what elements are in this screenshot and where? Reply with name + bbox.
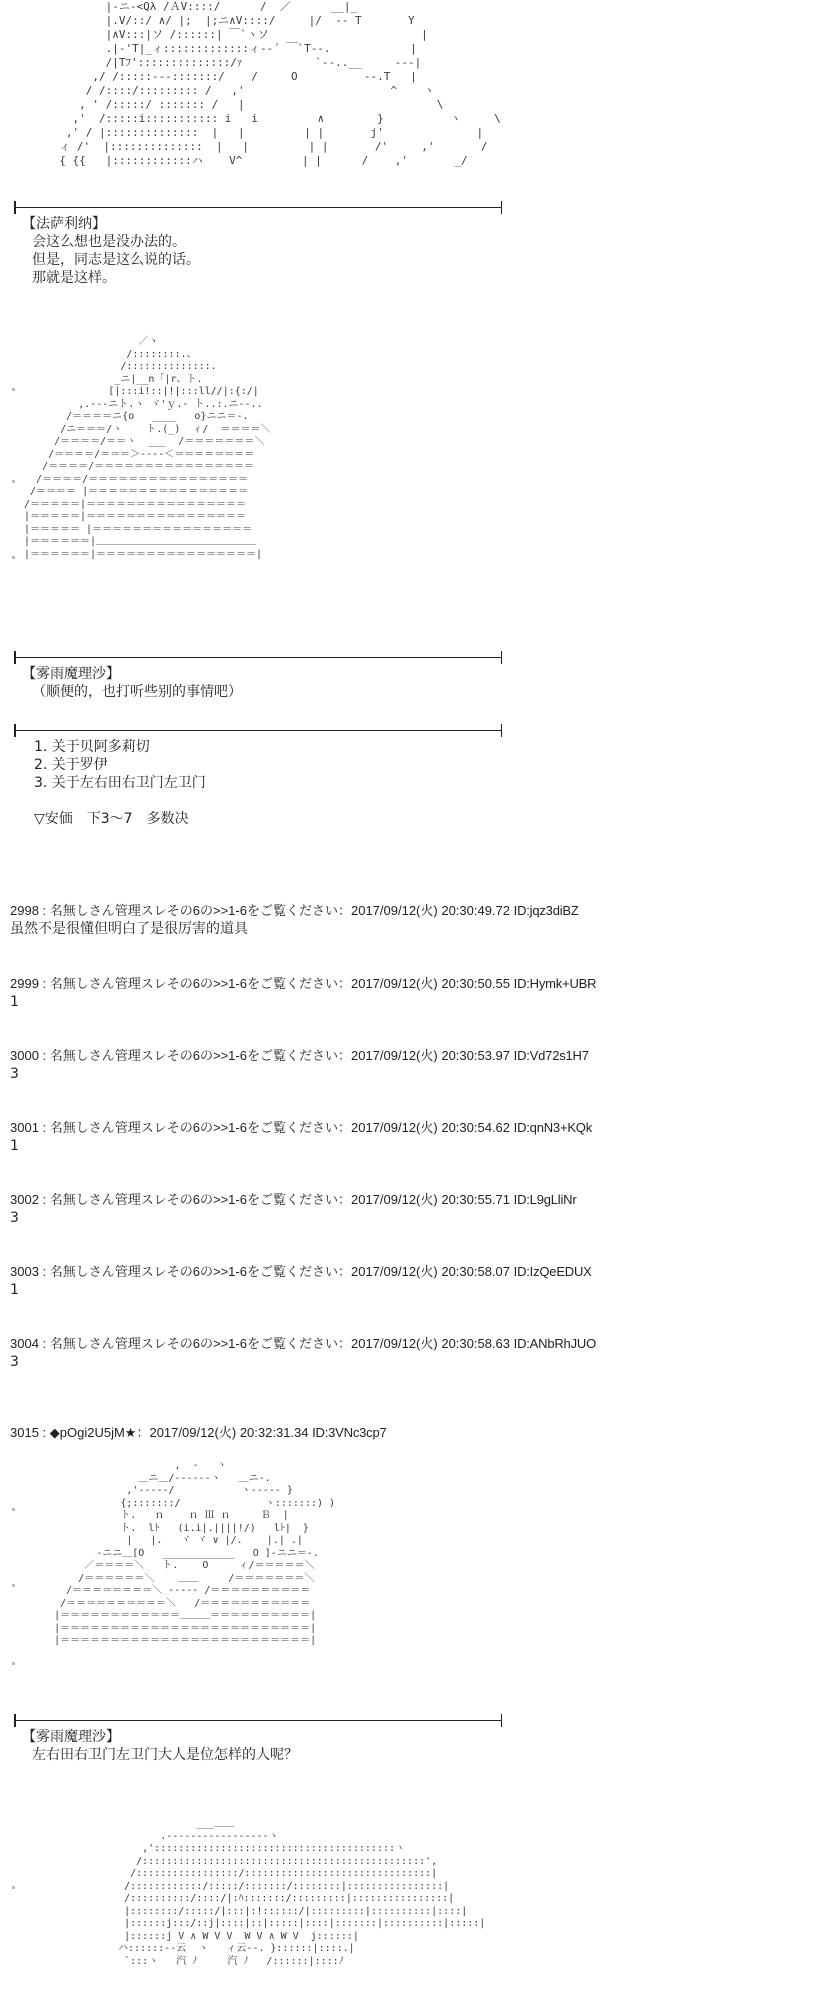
post-time: 20:30:53.97 xyxy=(441,1048,511,1063)
speaker-name: 【雾雨魔理沙】 xyxy=(22,1729,120,1745)
post-body: 1 xyxy=(10,1138,19,1154)
choice-item: 3. 关于左右田右卫门左卫门 xyxy=(34,775,206,791)
post-body: 1 xyxy=(10,994,19,1010)
divider xyxy=(14,1720,502,1721)
dialogue-line: 会这么想也是没办法的。 xyxy=(32,234,186,250)
dialogue-line: 那就是这样。 xyxy=(32,270,116,286)
poster-name: ◆pOgi2U5jM★ xyxy=(49,1425,137,1440)
margin-dot xyxy=(12,388,15,391)
post-time: 20:30:54.62 xyxy=(441,1120,511,1135)
poster-name: 名無しさん管理スレその6の>>1-6をご覧ください xyxy=(49,903,338,918)
post-number: 2998 xyxy=(10,903,39,918)
poster-id: ID:jqz3diBZ xyxy=(513,903,579,918)
vote-instruction: ▽安価 下3～7 多数决 xyxy=(34,811,189,827)
ascii-art-marisa-1: ／ヽ /::::::::.、 /::::::::::::::. _ニ|__n「|r、ト. [|:::i!::|!|:::ll//|:{:/| ,.‐‐‐ニト.ヽ ヾ'ｙ.‐ ト..:.ニ‐‐.. /＝＝＝＝ニ{o ____ o}ニニ＝‐. /ニ＝＝＝/ヽ ト.(_) ィ/ ＝＝＝＝＼ /＝＝＝＝/＝＝ヽ ___ /＝＝＝＝＝＝＝＼ /＝＝＝＝/＝＝＝＞‐‐‐‐＜＝＝＝＝＝＝＝＝ /＝＝＝＝/＝＝＝＝＝＝＝＝＝＝＝＝＝＝＝＝ /＝＝＝＝/＝＝＝＝＝＝＝＝＝＝＝＝＝＝＝＝ /＝＝＝＝ |＝＝＝＝＝＝＝＝＝＝＝＝＝＝＝＝ /＝＝＝＝＝|＝＝＝＝＝＝＝＝＝＝＝＝＝＝＝＝ |＝＝＝＝＝|＝＝＝＝＝＝＝＝＝＝＝＝＝＝＝＝ |＝＝＝＝＝ |＝＝＝＝＝＝＝＝＝＝＝＝＝＝＝＝ |＝＝＝＝＝＝|＿＿＿＿＿＿＿＿＿＿＿＿＿＿＿＿ |＝＝＝＝＝＝|＝＝＝＝＝＝＝＝＝＝＝＝＝＝＝＝| xyxy=(24,336,271,560)
post-header: 2999 : 名無しさん管理スレその6の>>1-6をご覧ください：2017/09/12(火) 20:30:50.55 ID:Hymk+UBR xyxy=(10,976,597,991)
poster-id: ID:L9gLliNr xyxy=(513,1192,577,1207)
post-number: 3000 xyxy=(10,1048,39,1063)
post-time: 20:30:58.07 xyxy=(441,1264,511,1279)
post-number: 3004 xyxy=(10,1336,39,1351)
post-header: 2998 : 名無しさん管理スレその6の>>1-6をご覧ください：2017/09/12(火) 20:30:49.72 ID:jqz3diBZ xyxy=(10,903,579,918)
post-date: 2017/09/12(火) xyxy=(350,1048,438,1063)
poster-id: ID:Vd72s1H7 xyxy=(513,1048,589,1063)
post-date: 2017/09/12(火) xyxy=(350,1120,438,1135)
post-body: 虽然不是很懂但明白了是很厉害的道具 xyxy=(10,921,248,937)
post-date: 2017/09/12(火) xyxy=(350,976,438,991)
post-date: 2017/09/12(火) xyxy=(350,1264,438,1279)
poster-id: ID:qnN3+KQk xyxy=(513,1120,593,1135)
poster-name: 名無しさん管理スレその6の>>1-6をご覧ください xyxy=(49,1048,338,1063)
margin-dot xyxy=(12,1662,15,1665)
poster-id: ID:IzQeEDUX xyxy=(513,1264,592,1279)
poster-name: 名無しさん管理スレその6の>>1-6をご覧ください xyxy=(49,1192,338,1207)
divider xyxy=(14,657,502,658)
post-time: 20:30:58.63 xyxy=(441,1336,511,1351)
poster-id: ID:ANbRhJUO xyxy=(513,1336,596,1351)
post-header: 3002 : 名無しさん管理スレその6の>>1-6をご覧ください：2017/09/12(火) 20:30:55.71 ID:L9gLliNr xyxy=(10,1192,577,1207)
divider xyxy=(14,207,502,208)
post-time: 20:32:31.34 xyxy=(239,1425,309,1440)
poster-id: ID:Hymk+UBR xyxy=(513,976,597,991)
post-body: 3 xyxy=(10,1354,19,1370)
speaker-name: 【法萨利纳】 xyxy=(22,216,106,232)
ascii-art-marisa-2: , ‐ ヽ ＿ニ＿/‐‐‐‐‐‐ヽ ＿ニ‐. ,'‐‐‐‐‐/ ヽ‐‐‐‐‐ } {;:::::::/ ヽ:::::::) ) ト. ｎ ｎ Ⅲ ｎ Ｂ | ト. lﾄ (i.i|.||||!/) lﾄ| } | |. ヾ ヾ ∨ |/. |.| .| ‐ニニ＿[O ____________ O ]‐ニニ＝‐. ／＝＝＝＝＼ ト. O ィ/＝＝＝＝＝＼ /＝＝＝＝＝＝＼ ＿＿ /＝＝＝＝＝＝＝＼ /＝＝＝＝＝＝＝＝＼ ‐‐‐‐‐ /＝＝＝＝＝＝＝＝＝＝ /＝＝＝＝＝＝＝＝＝＝＼ /＝＝＝＝＝＝＝＝＝＝＝ |＝＝＝＝＝＝＝＝＝＝＝＝＿＿＿＝＝＝＝＝＝＝＝＝＝| |＝＝＝＝＝＝＝＝＝＝＝＝＝＝＝＝＝＝＝＝＝＝＝＝＝| |＝＝＝＝＝＝＝＝＝＝＝＝＝＝＝＝＝＝＝＝＝＝＝＝＝| xyxy=(54,1460,336,1646)
post-number: 3003 xyxy=(10,1264,39,1279)
post-date: 2017/09/12(火) xyxy=(350,1336,438,1351)
poster-name: 名無しさん管理スレその6の>>1-6をご覧ください xyxy=(49,1120,338,1135)
post-header: 3001 : 名無しさん管理スレその6の>>1-6をご覧ください：2017/09/12(火) 20:30:54.62 ID:qnN3+KQk xyxy=(10,1120,593,1135)
dialogue-line: 左右田右卫门左卫门大人是位怎样的人呢？ xyxy=(32,1747,298,1763)
poster-id: ID:3VNc3cp7 xyxy=(312,1425,387,1440)
ascii-art-character-1: |‐ニ‐<Qλ /ＡV::::/ / ／ __|_ |.V/::/ ∧/ |; |;ニ∧V::::/ |/ ‐‐ T Y |∧V:::|ソ /::::::| ￣`ヽソ | .|‐'T|_ィ:::::::::::::ィ‐‐´ ￣`T‐‐. | /|Tﾌ'::::::::::::::/ｧ `‐‐..__ ‐‐‐| ,/ /:::::‐‐‐:::::::/ / O ‐‐.T | / /::::/::::::::: / ,' ^ ヽ , ' /:::::/ ::::::: / | \ ,' /:::::i::::::::::: i i ∧ } ヽ \ ,' / |:::::::::::::: | | | | j' | ィ /' |:::::::::::::: | | | | /' ,' / { {{ |::::::::::::ハ V^ | | / ,' _/ xyxy=(59,0,501,167)
poster-name: 名無しさん管理スレその6の>>1-6をご覧ください xyxy=(49,976,338,991)
post-header: 3000 : 名無しさん管理スレその6の>>1-6をご覧ください：2017/09/12(火) 20:30:53.97 ID:Vd72s1H7 xyxy=(10,1048,589,1063)
post-date: 2017/09/12(火) xyxy=(350,903,438,918)
post-body: 3 xyxy=(10,1066,19,1082)
ascii-art-character-4: ___＿＿ .‐‐‐‐‐‐‐‐‐‐‐‐‐‐‐‐‐ヽ ,'::::::::::::::::::::::::::::::::::::::::ヽ /:::::::::::::::::::::::::::::::::::::::::::::::', /:::::::::::::::::/:::::::::::::::::::::::::::::::| /::::::::::::/:::::/:::::::/::::::::|::::::::::::::::| /::::::::::/::::/|:ﾊ:::::::/:::::::::|::::::::::::::::| |::::::::/:::::/|:::|:!::::::/|:::::::::|::::::::::|::::| |::::::j:::/::j|::::|::|:::::|::::|:::::::|::::::::::|:::::| |::::::j V ∧ W V V W V ∧ W V j::::::| ハ::::::‐‐云 ヽ ィ云‐‐. }::::::|::::.| `:::ヽ 汽 ﾉ 汽 ﾉ /::::::|::::ﾉ xyxy=(118,1818,486,1967)
post-date: 2017/09/12(火) xyxy=(350,1192,438,1207)
post-body: 1 xyxy=(10,1282,19,1298)
margin-dot xyxy=(12,480,15,483)
margin-dot xyxy=(12,1584,15,1587)
poster-name: 名無しさん管理スレその6の>>1-6をご覧ください xyxy=(49,1264,338,1279)
margin-dot xyxy=(12,1886,15,1889)
poster-name: 名無しさん管理スレその6の>>1-6をご覧ください xyxy=(49,1336,338,1351)
post-time: 20:30:49.72 xyxy=(441,903,511,918)
choice-item: 1. 关于贝阿多莉切 xyxy=(34,739,150,755)
post-number: 3002 xyxy=(10,1192,39,1207)
post-body: 3 xyxy=(10,1210,19,1226)
margin-dot xyxy=(12,1508,15,1511)
post-number: 3001 xyxy=(10,1120,39,1135)
post-date: 2017/09/12(火) xyxy=(149,1425,237,1440)
author-post-header: 3015 : ◆pOgi2U5jM★：2017/09/12(火) 20:32:31.34 ID:3VNc3cp7 xyxy=(10,1425,387,1440)
choice-item: 2. 关于罗伊 xyxy=(34,757,108,773)
post-number: 3015 xyxy=(10,1425,39,1440)
dialogue-line: （顺便的，也打听些别的事情吧） xyxy=(32,684,242,700)
post-header: 3004 : 名無しさん管理スレその6の>>1-6をご覧ください：2017/09/12(火) 20:30:58.63 ID:ANbRhJUO xyxy=(10,1336,596,1351)
divider xyxy=(14,730,502,731)
speaker-name: 【雾雨魔理沙】 xyxy=(22,666,120,682)
post-time: 20:30:55.71 xyxy=(441,1192,511,1207)
post-header: 3003 : 名無しさん管理スレその6の>>1-6をご覧ください：2017/09/12(火) 20:30:58.07 ID:IzQeEDUX xyxy=(10,1264,592,1279)
post-time: 20:30:50.55 xyxy=(441,976,511,991)
margin-dot xyxy=(12,556,15,559)
dialogue-line: 但是，同志是这么说的话。 xyxy=(32,252,200,268)
post-number: 2999 xyxy=(10,976,39,991)
